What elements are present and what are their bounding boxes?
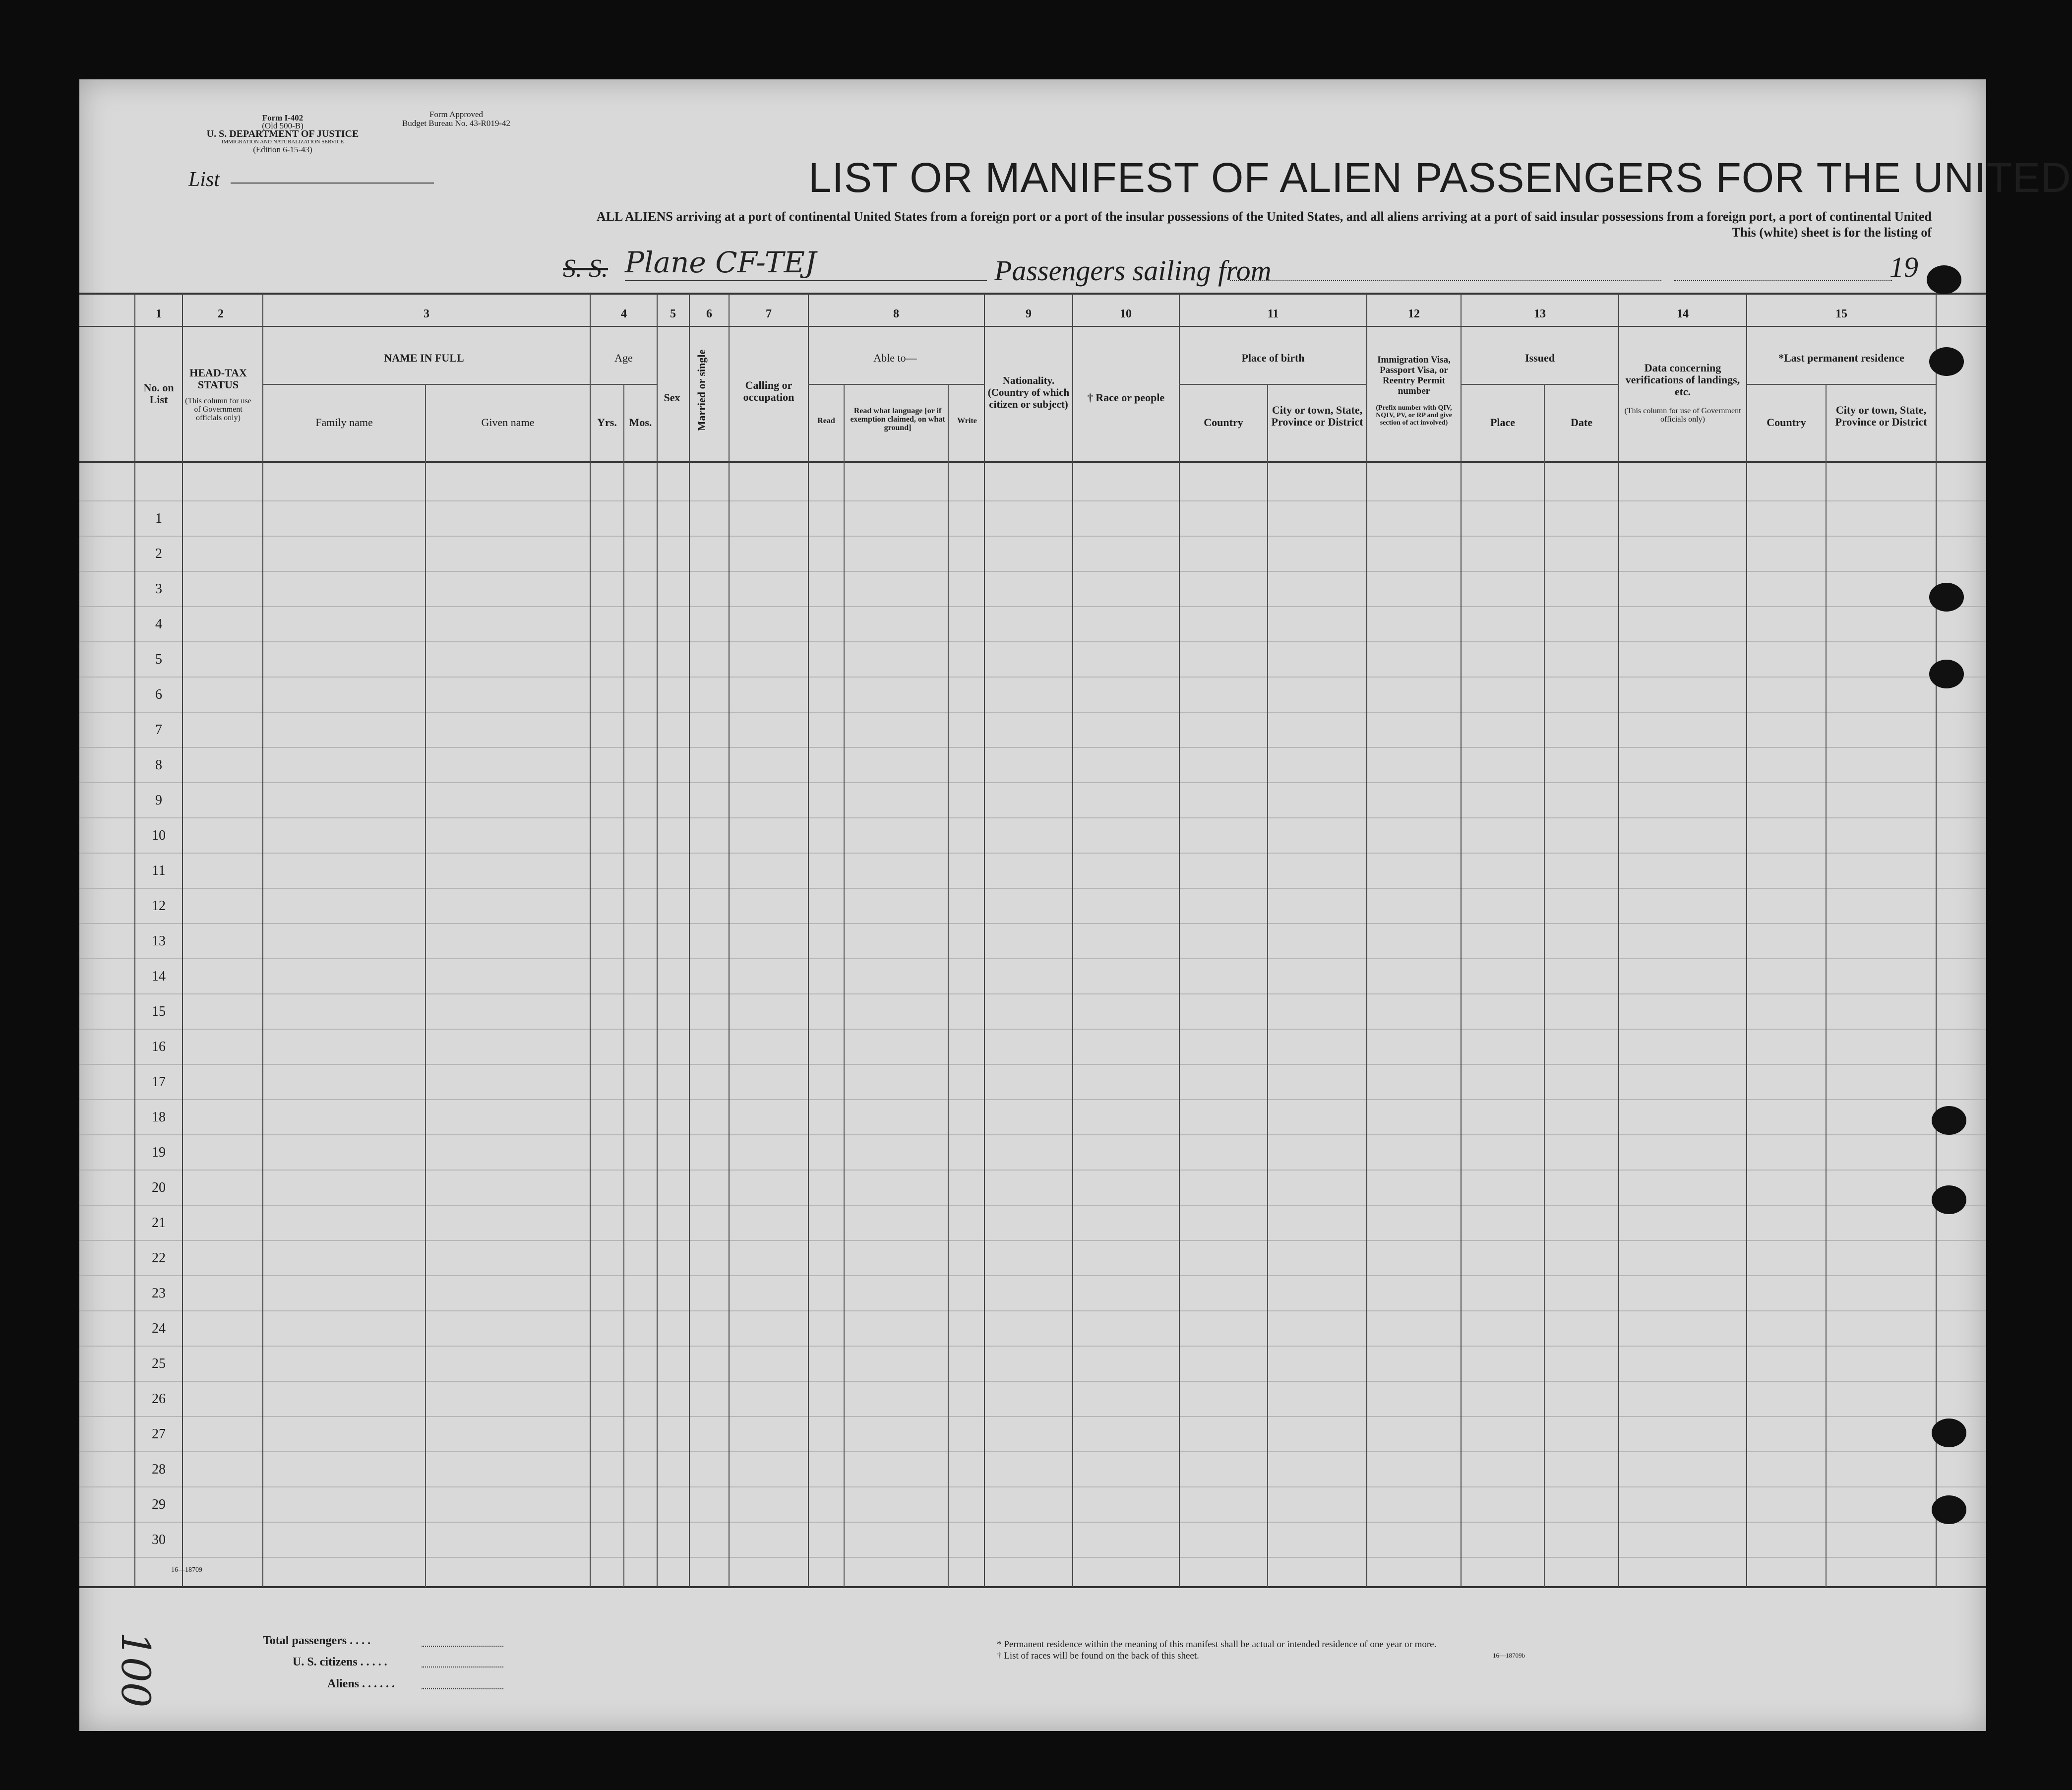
row-number: 22 bbox=[152, 1250, 166, 1266]
row-number: 23 bbox=[152, 1286, 166, 1301]
form-number: Form I-402 bbox=[262, 113, 304, 123]
margin-handwritten-number: 100 bbox=[113, 1632, 159, 1708]
footnote-races: † List of races will be found on the back of this sheet. bbox=[997, 1651, 1199, 1661]
header-place-of-birth: Place of birth bbox=[1241, 352, 1305, 364]
header-res-country: Country bbox=[1767, 416, 1806, 429]
header-write: Write bbox=[957, 417, 977, 425]
row-number: 24 bbox=[152, 1321, 166, 1336]
handwritten-vessel-name: Plane CF-TEJ bbox=[625, 246, 817, 279]
header-read-language: Read what language [or if exemption claimed, on what ground] bbox=[850, 407, 945, 432]
header-res-city: City or town, State, Province or District bbox=[1835, 404, 1927, 428]
old-form-number: (Old 500-B) bbox=[262, 121, 304, 130]
column-number: 11 bbox=[1267, 308, 1279, 320]
header-visa-note: (Prefix number with QIV, NQIV, PV, or RP and give section of act involved) bbox=[1376, 404, 1452, 427]
column-number: 9 bbox=[1026, 308, 1032, 320]
row-number: 25 bbox=[152, 1356, 166, 1371]
header-sex: Sex bbox=[664, 391, 680, 404]
list-label: List bbox=[188, 168, 220, 191]
header-birth-country: Country bbox=[1204, 416, 1243, 429]
edition: (Edition 6-15-43) bbox=[253, 145, 312, 154]
header-no-on-list: No. on List bbox=[143, 381, 174, 406]
header-calling: Calling or occupation bbox=[743, 379, 794, 403]
column-number: 3 bbox=[424, 308, 429, 320]
header-name-in-full: NAME IN FULL bbox=[384, 352, 464, 364]
header-given-name: Given name bbox=[481, 416, 535, 429]
column-number: 6 bbox=[706, 308, 712, 320]
form-approved: Form Approved bbox=[429, 110, 484, 119]
punch-hole bbox=[1932, 1419, 1966, 1447]
header-visa: Immigration Visa, Passport Visa, or Reentry Permit number bbox=[1377, 355, 1451, 396]
us-citizens-text: U. S. citizens bbox=[293, 1656, 358, 1668]
punch-hole bbox=[1932, 1106, 1966, 1135]
aliens-label: Aliens . . . . . . bbox=[327, 1677, 395, 1690]
column-number: 8 bbox=[893, 308, 899, 320]
year-prefix: 19 bbox=[1889, 251, 1918, 283]
total-passengers-line bbox=[422, 1646, 503, 1647]
column-number: 4 bbox=[621, 308, 627, 320]
subtitle-line1: ALL ALIENS arriving at a port of continental United States from a foreign port or a port of the insular possessions of the United States, and all aliens arriving at a port of said insular possessions from a foreign port, a port of continental United bbox=[596, 209, 1932, 224]
column-number: 14 bbox=[1677, 308, 1689, 320]
row-number: 10 bbox=[152, 828, 166, 843]
table-grid bbox=[79, 79, 2072, 1731]
ss-label: S. S. bbox=[563, 254, 608, 283]
aliens-text: Aliens bbox=[327, 1677, 360, 1690]
column-number: 5 bbox=[670, 308, 676, 320]
header-nationality: Nationality. (Country of which citizen or subject) bbox=[987, 374, 1070, 410]
column-number: 10 bbox=[1120, 308, 1132, 320]
header-issued: Issued bbox=[1525, 352, 1555, 364]
column-number: 2 bbox=[218, 308, 224, 320]
column-number: 15 bbox=[1835, 308, 1847, 320]
footnote-residence: * Permanent residence within the meaning of this manifest shall be actual or intended residence of one year or more. bbox=[997, 1639, 1437, 1650]
budget-number: Budget Bureau No. 43-R019-42 bbox=[402, 119, 511, 128]
column-number: 1 bbox=[156, 308, 162, 320]
manifest-sheet bbox=[79, 79, 2072, 1731]
punch-hole bbox=[1932, 1495, 1966, 1524]
header-age: Age bbox=[614, 352, 633, 364]
row-number: 6 bbox=[155, 687, 162, 702]
row-number: 7 bbox=[155, 722, 162, 738]
header-issued-date: Date bbox=[1571, 416, 1592, 429]
row-number: 1 bbox=[155, 511, 162, 526]
header-able-to: Able to— bbox=[873, 352, 917, 364]
header-family-name: Family name bbox=[315, 416, 373, 429]
row-number: 4 bbox=[155, 617, 162, 632]
header-issued-place: Place bbox=[1490, 416, 1516, 429]
column-number: 12 bbox=[1408, 308, 1420, 320]
us-citizens-label: U. S. citizens . . . . . bbox=[293, 1656, 387, 1668]
header-data-note: (This column for use of Government officials only) bbox=[1624, 407, 1741, 424]
row-number: 8 bbox=[155, 757, 162, 773]
row-number: 11 bbox=[152, 863, 166, 878]
column-number: 13 bbox=[1534, 308, 1546, 320]
row-number: 18 bbox=[152, 1110, 166, 1125]
footnote-code: 16—18709b bbox=[1493, 1652, 1525, 1659]
row-number: 21 bbox=[152, 1215, 166, 1231]
header-data-concerning: Data concerning verifications of landings, etc. bbox=[1625, 362, 1740, 398]
header-last-residence: *Last permanent residence bbox=[1778, 352, 1904, 364]
row-number: 29 bbox=[152, 1497, 166, 1512]
row-number: 28 bbox=[152, 1462, 166, 1477]
header-mos: Mos. bbox=[629, 416, 652, 429]
punch-hole bbox=[1932, 1185, 1966, 1214]
header-yrs: Yrs. bbox=[597, 416, 617, 429]
aliens-line bbox=[422, 1688, 503, 1689]
sailing-from-label: Passengers sailing from bbox=[994, 254, 1272, 287]
total-passengers-text: Total passengers bbox=[263, 1634, 347, 1647]
total-passengers-label: Total passengers . . . . bbox=[263, 1634, 371, 1647]
row-number: 30 bbox=[152, 1532, 166, 1547]
row-number: 9 bbox=[155, 793, 162, 808]
punch-hole bbox=[1929, 583, 1964, 612]
row-number: 2 bbox=[155, 546, 162, 561]
row-number: 5 bbox=[155, 652, 162, 667]
punch-hole bbox=[1927, 265, 1961, 294]
header-race: † Race or people bbox=[1087, 391, 1165, 404]
row-number: 26 bbox=[152, 1391, 166, 1407]
row-number: 17 bbox=[152, 1074, 166, 1090]
page-title: LIST OR MANIFEST OF ALIEN PASSENGERS FOR THE UNITED bbox=[808, 154, 2072, 201]
header-head-tax: HEAD-TAX STATUS bbox=[189, 367, 247, 391]
row-number: 12 bbox=[152, 898, 166, 914]
punch-hole bbox=[1929, 347, 1964, 376]
header-married: Married or single bbox=[695, 349, 708, 432]
row-number: 20 bbox=[152, 1180, 166, 1195]
row-number: 27 bbox=[152, 1426, 166, 1442]
header-birth-city: City or town, State, Province or District bbox=[1271, 404, 1363, 428]
service-name: IMMIGRATION AND NATURALIZATION SERVICE bbox=[221, 139, 344, 145]
header-head-tax-note: (This column for use of Government officials only) bbox=[185, 397, 251, 422]
punch-hole bbox=[1929, 660, 1964, 688]
row-number: 3 bbox=[155, 581, 162, 597]
department: U. S. DEPARTMENT OF JUSTICE bbox=[206, 128, 359, 139]
row-number: 13 bbox=[152, 933, 166, 949]
header-read: Read bbox=[817, 417, 835, 425]
print-code: 16—18709 bbox=[171, 1566, 202, 1574]
row-number: 16 bbox=[152, 1039, 166, 1054]
column-number: 7 bbox=[766, 308, 772, 320]
row-number: 19 bbox=[152, 1145, 166, 1160]
row-number: 14 bbox=[152, 969, 166, 984]
subtitle-line2: This (white) sheet is for the listing of bbox=[1731, 225, 1932, 240]
row-number: 15 bbox=[152, 1004, 166, 1019]
